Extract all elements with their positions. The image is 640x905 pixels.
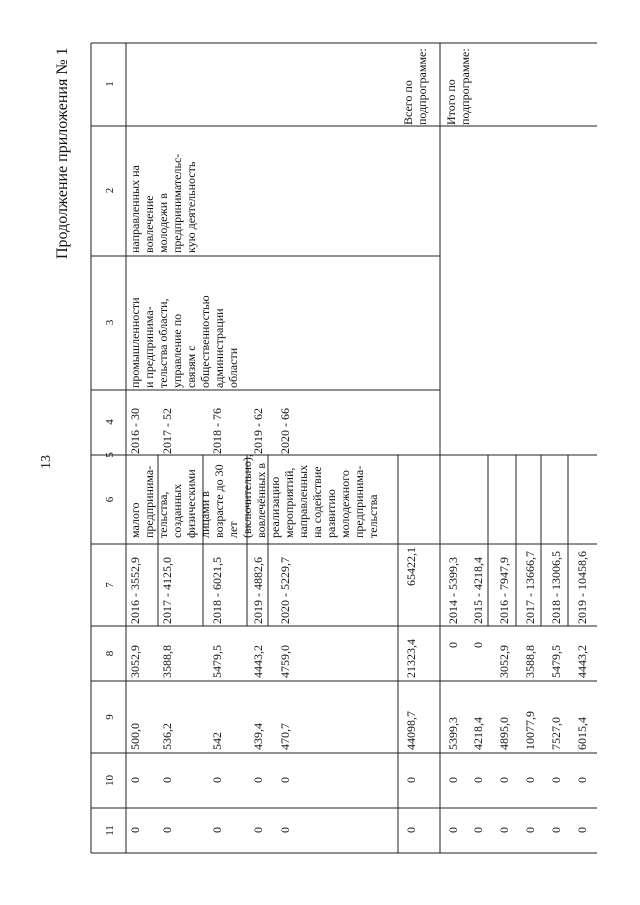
itogo-c7: 2018 - 13006,5 xyxy=(549,551,563,624)
itogo-c11: 0 xyxy=(471,827,485,833)
header-col-6: 6 xyxy=(104,496,116,503)
itogo-label: подпрограмме: xyxy=(458,48,472,125)
col4-line: возрасте до 30 xyxy=(212,464,226,538)
cell-c9: 500,0 xyxy=(128,723,142,750)
total-c11: 0 xyxy=(404,827,418,833)
itogo-label: Итого по xyxy=(444,79,458,125)
itogo-c8: 4443,2 xyxy=(575,645,589,678)
total-c8: 21323,4 xyxy=(404,639,418,678)
itogo-c9: 5399,3 xyxy=(446,717,460,750)
cell-c8: 3052,9 xyxy=(128,645,142,678)
cell-c10: 0 xyxy=(160,777,174,783)
cell-c8: 5479,5 xyxy=(210,645,224,678)
cell-c9: 439,4 xyxy=(251,723,265,750)
cell-c6: 2017 - 52 xyxy=(160,408,174,454)
col4-line: физическими xyxy=(184,469,198,538)
itogo-c11: 0 xyxy=(446,827,460,833)
cell-c9: 470,7 xyxy=(278,723,292,750)
cell-c11: 0 xyxy=(128,827,142,833)
cell-c11: 0 xyxy=(210,827,224,833)
header-col-9: 9 xyxy=(104,714,116,720)
itogo-c10: 0 xyxy=(446,777,460,783)
col4-line: на содействие xyxy=(310,466,324,538)
page-number: 13 xyxy=(39,455,54,469)
cell-c7: 2017 - 4125,0 xyxy=(160,557,174,624)
header-col-10: 10 xyxy=(104,775,116,786)
itogo-c10: 0 xyxy=(549,777,563,783)
cell-c10: 0 xyxy=(210,777,224,783)
col4-line: лет xyxy=(226,521,240,538)
header-col-3: 3 xyxy=(104,319,116,326)
itogo-c8: 3052,9 xyxy=(497,645,511,678)
itogo-c11: 0 xyxy=(497,827,511,833)
itogo-c11: 0 xyxy=(523,827,537,833)
header-col-4: 4 xyxy=(104,419,116,425)
col4-line: развитию xyxy=(324,489,338,538)
col4-line: молодежного xyxy=(338,470,352,538)
col3-line: и предпринима- xyxy=(142,306,156,388)
col2-line: предпринимательс- xyxy=(170,153,184,253)
col4-line: малого xyxy=(128,502,142,538)
header-col-11: 11 xyxy=(104,825,116,836)
col3-line: управление по xyxy=(170,313,184,388)
col4-line: предпринима- xyxy=(142,465,156,538)
itogo-c7: 2015 - 4218,4 xyxy=(471,557,485,624)
itogo-c11: 0 xyxy=(549,827,563,833)
col2-line: молодежи в xyxy=(156,193,170,253)
cell-c10: 0 xyxy=(278,777,292,783)
itogo-c8: 5479,5 xyxy=(549,645,563,678)
total-label: Всего по xyxy=(401,80,415,125)
col3-line: промышленности xyxy=(128,297,142,388)
col3-line: общественностью xyxy=(198,295,212,388)
col4-line: лицами в xyxy=(198,491,212,538)
cell-c7: 2020 - 5229,7 xyxy=(278,557,292,624)
itogo-c9: 7527,0 xyxy=(549,717,563,750)
col2-line: кую деятельность xyxy=(184,161,198,253)
cell-c8: 4443,2 xyxy=(251,645,265,678)
total-c9: 44098,7 xyxy=(404,711,418,750)
col4-line: направленных xyxy=(296,464,310,538)
col4-line: тельства xyxy=(366,494,380,538)
col4-line: мероприятий, xyxy=(282,467,296,538)
itogo-c9: 6015,4 xyxy=(575,717,589,750)
header-col-8: 8 xyxy=(104,650,116,657)
cell-c7: 2019 - 4882,6 xyxy=(251,557,265,624)
cell-c6: 2018 - 76 xyxy=(210,408,224,454)
cell-c10: 0 xyxy=(251,777,265,783)
total-c10: 0 xyxy=(404,777,418,783)
itogo-c10: 0 xyxy=(575,777,589,783)
cell-c11: 0 xyxy=(278,827,292,833)
col3-line: администрации xyxy=(212,308,226,388)
header-col-1: 1 xyxy=(104,81,116,87)
itogo-c10: 0 xyxy=(471,777,485,783)
itogo-c9: 10077,9 xyxy=(523,711,537,750)
cell-c11: 0 xyxy=(160,827,174,833)
header-col-7: 7 xyxy=(104,582,116,588)
itogo-c9: 4895,0 xyxy=(497,717,511,750)
cell-c10: 0 xyxy=(128,777,142,783)
cell-c9: 542 xyxy=(210,732,224,750)
cell-c9: 536,2 xyxy=(160,723,174,750)
col2-line: вовлечение xyxy=(142,195,156,253)
cell-c7: 2018 - 6021,5 xyxy=(210,557,224,624)
itogo-c8: 0 xyxy=(446,642,460,648)
col3-line: связям с xyxy=(184,345,198,388)
itogo-c7: 2017 - 13666,7 xyxy=(523,551,537,624)
col2-line: направленных на xyxy=(128,165,142,253)
header-col-5: 5 xyxy=(104,452,116,458)
col4-line: предпринима- xyxy=(352,465,366,538)
itogo-c7: 2016 - 7947,9 xyxy=(497,557,511,624)
itogo-c8: 3588,8 xyxy=(523,645,537,678)
col3-line: тельства области, xyxy=(156,298,170,388)
col3-line: области xyxy=(226,347,240,388)
itogo-c7: 2019 - 10458,6 xyxy=(575,551,589,624)
cell-c6: 2019 - 62 xyxy=(251,408,265,454)
cell-c6: 2016 - 30 xyxy=(128,408,142,454)
itogo-c11: 0 xyxy=(575,827,589,833)
col4-line: вовлечённых в xyxy=(254,462,268,538)
col4-line: реализацию xyxy=(268,476,282,538)
continuation-heading: Продолжение приложения № 1 xyxy=(54,47,71,259)
header-col-2: 2 xyxy=(104,187,116,194)
cell-c8: 3588,8 xyxy=(160,645,174,678)
total-label: подпрограмме: xyxy=(415,48,429,125)
itogo-c10: 0 xyxy=(497,777,511,783)
cell-c6: 2020 - 66 xyxy=(278,408,292,454)
col4-line: (включительно), xyxy=(240,454,254,538)
cell-c11: 0 xyxy=(251,827,265,833)
itogo-c8: 0 xyxy=(471,642,485,648)
col4-line: тельства, xyxy=(156,491,170,538)
total-c7: 65422,1 xyxy=(404,547,418,586)
itogo-c10: 0 xyxy=(523,777,537,783)
itogo-c9: 4218,4 xyxy=(471,717,485,750)
cell-c7: 2016 - 3552,9 xyxy=(128,557,142,624)
cell-c8: 4759,0 xyxy=(278,645,292,678)
col4-line: созданных xyxy=(170,483,184,538)
itogo-c7: 2014 - 5399,3 xyxy=(446,557,460,624)
